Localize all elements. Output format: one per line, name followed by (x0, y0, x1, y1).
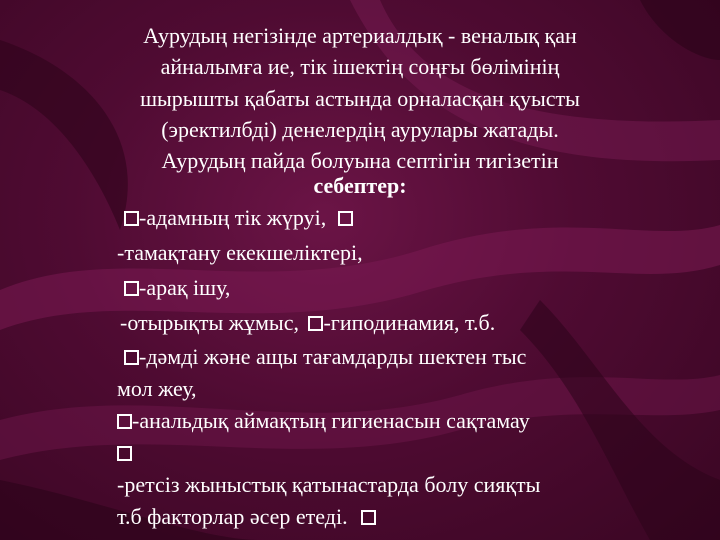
bullet-box-icon (124, 281, 139, 296)
bullet-box-icon (124, 211, 139, 226)
causes-heading: себептер: (313, 173, 407, 198)
list-item-5a-text: -дәмді және ащы тағамдарды шектен тыс (139, 344, 527, 369)
list-item-5-continued: мол жеу, (117, 376, 197, 401)
list-item-1-text: -адамның тік жүруі, (139, 205, 327, 230)
list-item-3-text: -арақ ішу, (139, 275, 231, 300)
paragraph-line-3: шырышты қабаты астында орналасқан қуысты (140, 86, 580, 111)
list-item-6-box (117, 437, 132, 468)
bullet-box-icon (117, 446, 132, 461)
paragraph-line-4: (эректилбді) денелердің аурулары жатады. (161, 117, 559, 142)
paragraph-line-2: айналымға ие, тік ішектің соңғы бөлімінің (160, 54, 560, 79)
list-item-4a-text: -отырықты жұмыс, (120, 310, 299, 335)
list-item-6-text: -анальдық аймақтың гигиенасын сақтамау (132, 408, 530, 433)
paragraph-line-1: Аурудың негізінде артериалдық - веналық қан (143, 23, 577, 48)
list-item-4 (120, 307, 495, 338)
list-item-1 (124, 202, 353, 233)
list-item-3 (124, 272, 230, 303)
bullet-box-icon (361, 510, 376, 525)
bullet-box-icon (117, 414, 132, 429)
list-item-2: -тамақтану екекшеліктері, (117, 240, 363, 265)
bullet-box-icon (338, 211, 353, 226)
bullet-box-icon (124, 350, 139, 365)
list-item-4b-text: -гиподинамия, т.б. (323, 310, 496, 335)
list-item-5 (124, 341, 526, 372)
list-item-7: -ретсіз жыныстық қатынастарда болу сияқты (117, 472, 541, 497)
paragraph-line-5: Аурудың пайда болуына септігін тигізетін (161, 148, 559, 173)
list-item-8-text: т.б факторлар әсер етеді. (117, 504, 348, 529)
list-item-6 (117, 405, 530, 436)
bullet-box-icon (308, 316, 323, 331)
list-item-8 (117, 501, 376, 532)
